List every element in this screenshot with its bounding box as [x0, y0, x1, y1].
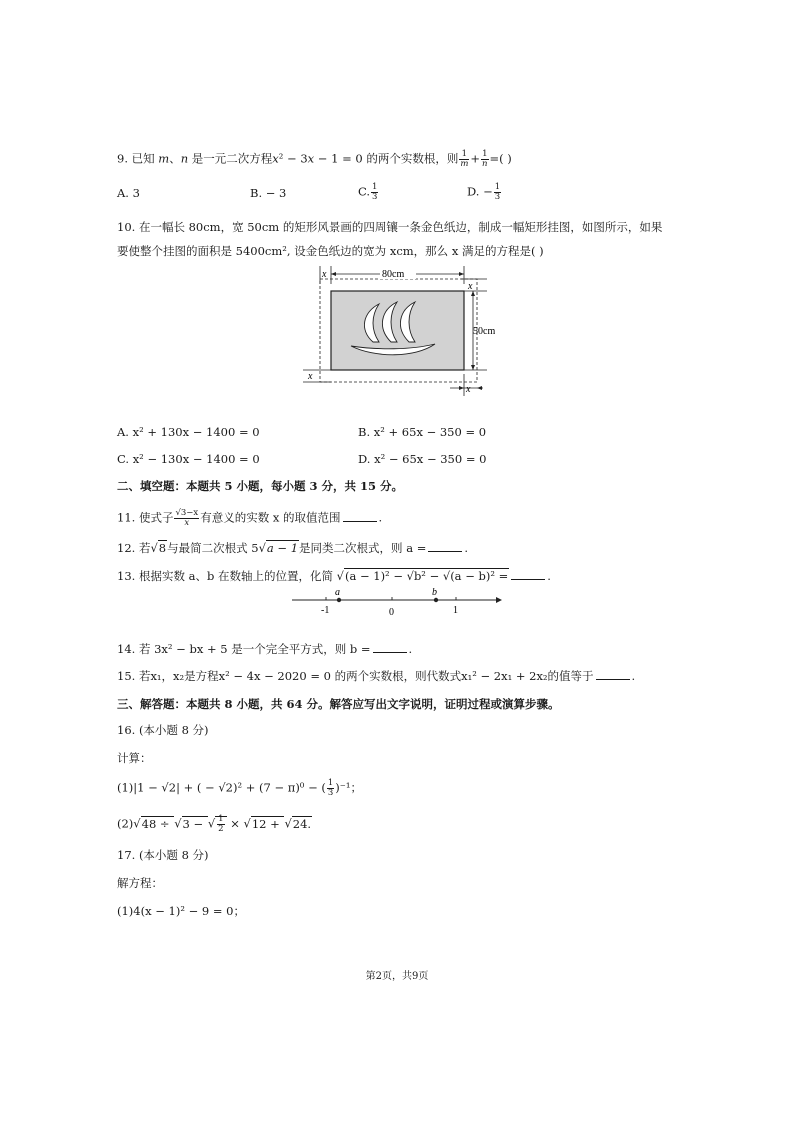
q16-p1: (1)|1 − √2| + ( − √2)² + (7 − π)⁰ − (	[117, 780, 326, 795]
q9-end: =( )	[489, 151, 512, 166]
label-a: a	[335, 587, 340, 598]
q16-p2a: (2)	[117, 816, 134, 831]
q10-line-1: 10. 在一幅长 80cm，宽 50cm 的矩形风景画的四周镶一条金色纸边，制成一幅矩形挂图，如图所示，如果	[117, 220, 663, 234]
q14-text: 14. 若 3x² − bx + 5 是一个完全平方式，则 b =	[117, 642, 371, 656]
question-12: 12. 若√8与最简二次根式 5√a − 1是同类二次根式，则 a = .	[117, 541, 469, 555]
q11-num: √3−x	[175, 508, 199, 518]
q10-option-d: D. x² − 65x − 350 = 0	[358, 452, 487, 466]
q12-suffix: 是同类二次根式，则 a =	[299, 541, 427, 555]
q16-p2d: ×	[226, 816, 244, 831]
q10-line-2: 要使整个挂图的面积是 5400cm², 设金色纸边的宽为 xcm，那么 x 满足的方程是( )	[117, 244, 544, 258]
question-14: 14. 若 3x² − bx + 5 是一个完全平方式，则 b = .	[117, 642, 413, 656]
q9-option-d-label: D. −	[467, 184, 493, 199]
q11-suffix: 有意义的实数 x 的取值范围	[200, 510, 341, 525]
q16-p1-frac: $\frac{1}{3}$	[327, 778, 334, 798]
q10-option-b: B. x² + 65x − 350 = 0	[358, 425, 487, 439]
question-13: 13. 根据实数 a、b 在数轴上的位置，化简 √(a − 1)² − √b² − √(a − b)² = .	[117, 569, 551, 583]
q16-part-1	[117, 779, 362, 798]
page-footer: 第2页，共9页	[365, 971, 429, 982]
section-2-heading: 二、填空题：本题共 5 小题，每小题 3 分，共 15 分。	[117, 479, 404, 493]
q9-option-d-frac: $\frac{1}{3}$	[494, 182, 501, 202]
q10-option-c: C. x² − 130x − 1400 = 0	[117, 452, 260, 466]
q11-prefix: 11. 使式子	[117, 510, 174, 525]
dim-x-top: x	[322, 269, 327, 280]
q17-heading: 17. (本小题 8 分)	[117, 848, 209, 862]
q11-den: x	[184, 518, 190, 528]
q16-p1-end: )⁻¹；	[335, 780, 362, 795]
q12-prefix: 12. 若	[117, 541, 151, 555]
q9-tail: 的两个实数根，则	[366, 151, 459, 166]
dim-50cm: 50cm	[473, 326, 495, 337]
q15-blank	[596, 668, 630, 680]
q16-p2b: 48 ÷	[141, 816, 174, 831]
q16-intro: 计算：	[117, 751, 152, 765]
q17-intro: 解方程：	[117, 876, 163, 890]
q9-mid: 是一元二次方程	[191, 151, 273, 166]
tick-label-neg1: -1	[321, 605, 330, 616]
q9-frac-1n: $\frac{1}{n}$	[482, 149, 488, 169]
q9-frac-1m: $\frac{1}{m}$	[460, 149, 469, 169]
q9-option-c-label: C.	[358, 184, 371, 199]
q9-prefix: 9. 已知	[117, 151, 155, 166]
q14-blank	[373, 641, 407, 653]
dim-x-bottom: x	[466, 384, 471, 395]
q9-option-b: B. − 3	[250, 186, 287, 200]
q12-r1: 8	[158, 541, 167, 555]
q16-part-2: (2)√48 ÷ √3 − √ $\frac{1}{2}$ × √12 + √24.	[117, 814, 312, 834]
q10-option-a: A. x² + 130x − 1400 = 0	[117, 425, 260, 439]
q9-option-c	[358, 183, 379, 202]
q12-blank	[428, 540, 462, 552]
section-3-heading: 三、解答题：本题共 8 小题，共 64 分。解答应写出文字说明，证明过程或演算步骤。	[117, 697, 560, 711]
question-9: 9. 已知 m、n 是一元二次方程x² − 3x − 1 = 0 的两个实数根，则 $\frac{1}{m}$ + $\frac{1}{n}$ =( )	[117, 149, 512, 169]
tick-label-0: 0	[389, 607, 394, 618]
q11-fraction	[174, 509, 199, 528]
q12-mid: 与最简二次根式 5	[167, 541, 259, 555]
label-b: b	[432, 587, 437, 598]
question-15: 15. 若x₁，x₂是方程x² − 4x − 2020 = 0 的两个实数根，则代数式x₁² − 2x₁ + 2x₂的值等于 .	[117, 669, 636, 683]
q11-blank	[343, 510, 377, 522]
number-line	[290, 585, 505, 619]
q13-blank	[511, 568, 545, 580]
q12-r2: a − 1	[266, 541, 299, 555]
q13-expr: (a − 1)² − √b² − √(a − b)² =	[344, 569, 509, 583]
point-b	[434, 598, 438, 602]
q13-prefix: 13. 根据实数 a、b 在数轴上的位置，化简	[117, 569, 333, 583]
q17-part-1: (1)4(x − 1)² − 9 = 0；	[117, 904, 245, 918]
q16-p2e: 12 +	[251, 816, 284, 831]
q9-var-n: n	[180, 151, 189, 166]
picture-rect	[331, 291, 464, 370]
q9-equation: x	[272, 151, 279, 166]
tick-label-1: 1	[453, 605, 458, 616]
q9-option-d	[467, 183, 502, 202]
q9-vars: m	[158, 151, 170, 166]
q16-p2f: 24.	[292, 816, 312, 831]
dim-x-left: x	[308, 371, 313, 382]
q10-figure	[295, 262, 495, 400]
point-a	[337, 598, 341, 602]
q16-heading: 16. (本小题 8 分)	[117, 723, 209, 737]
q15-text: 15. 若x₁，x₂是方程x² − 4x − 2020 = 0 的两个实数根，则代数式x₁² − 2x₁ + 2x₂的值等于	[117, 669, 594, 683]
q9-option-c-frac: $\frac{1}{3}$	[372, 182, 378, 202]
dim-80cm: 80cm	[382, 269, 405, 280]
question-11: 11. 使式子 $\frac{√3-x}{x}$ 有意义的实数 x 的取值范围 .	[117, 508, 383, 528]
q16-p2-frac: $\frac{1}{2}$	[218, 814, 224, 834]
q16-p2c: 3 −	[182, 816, 207, 831]
q9-option-a: A. 3	[117, 186, 140, 200]
dim-x-right: x	[468, 281, 473, 292]
